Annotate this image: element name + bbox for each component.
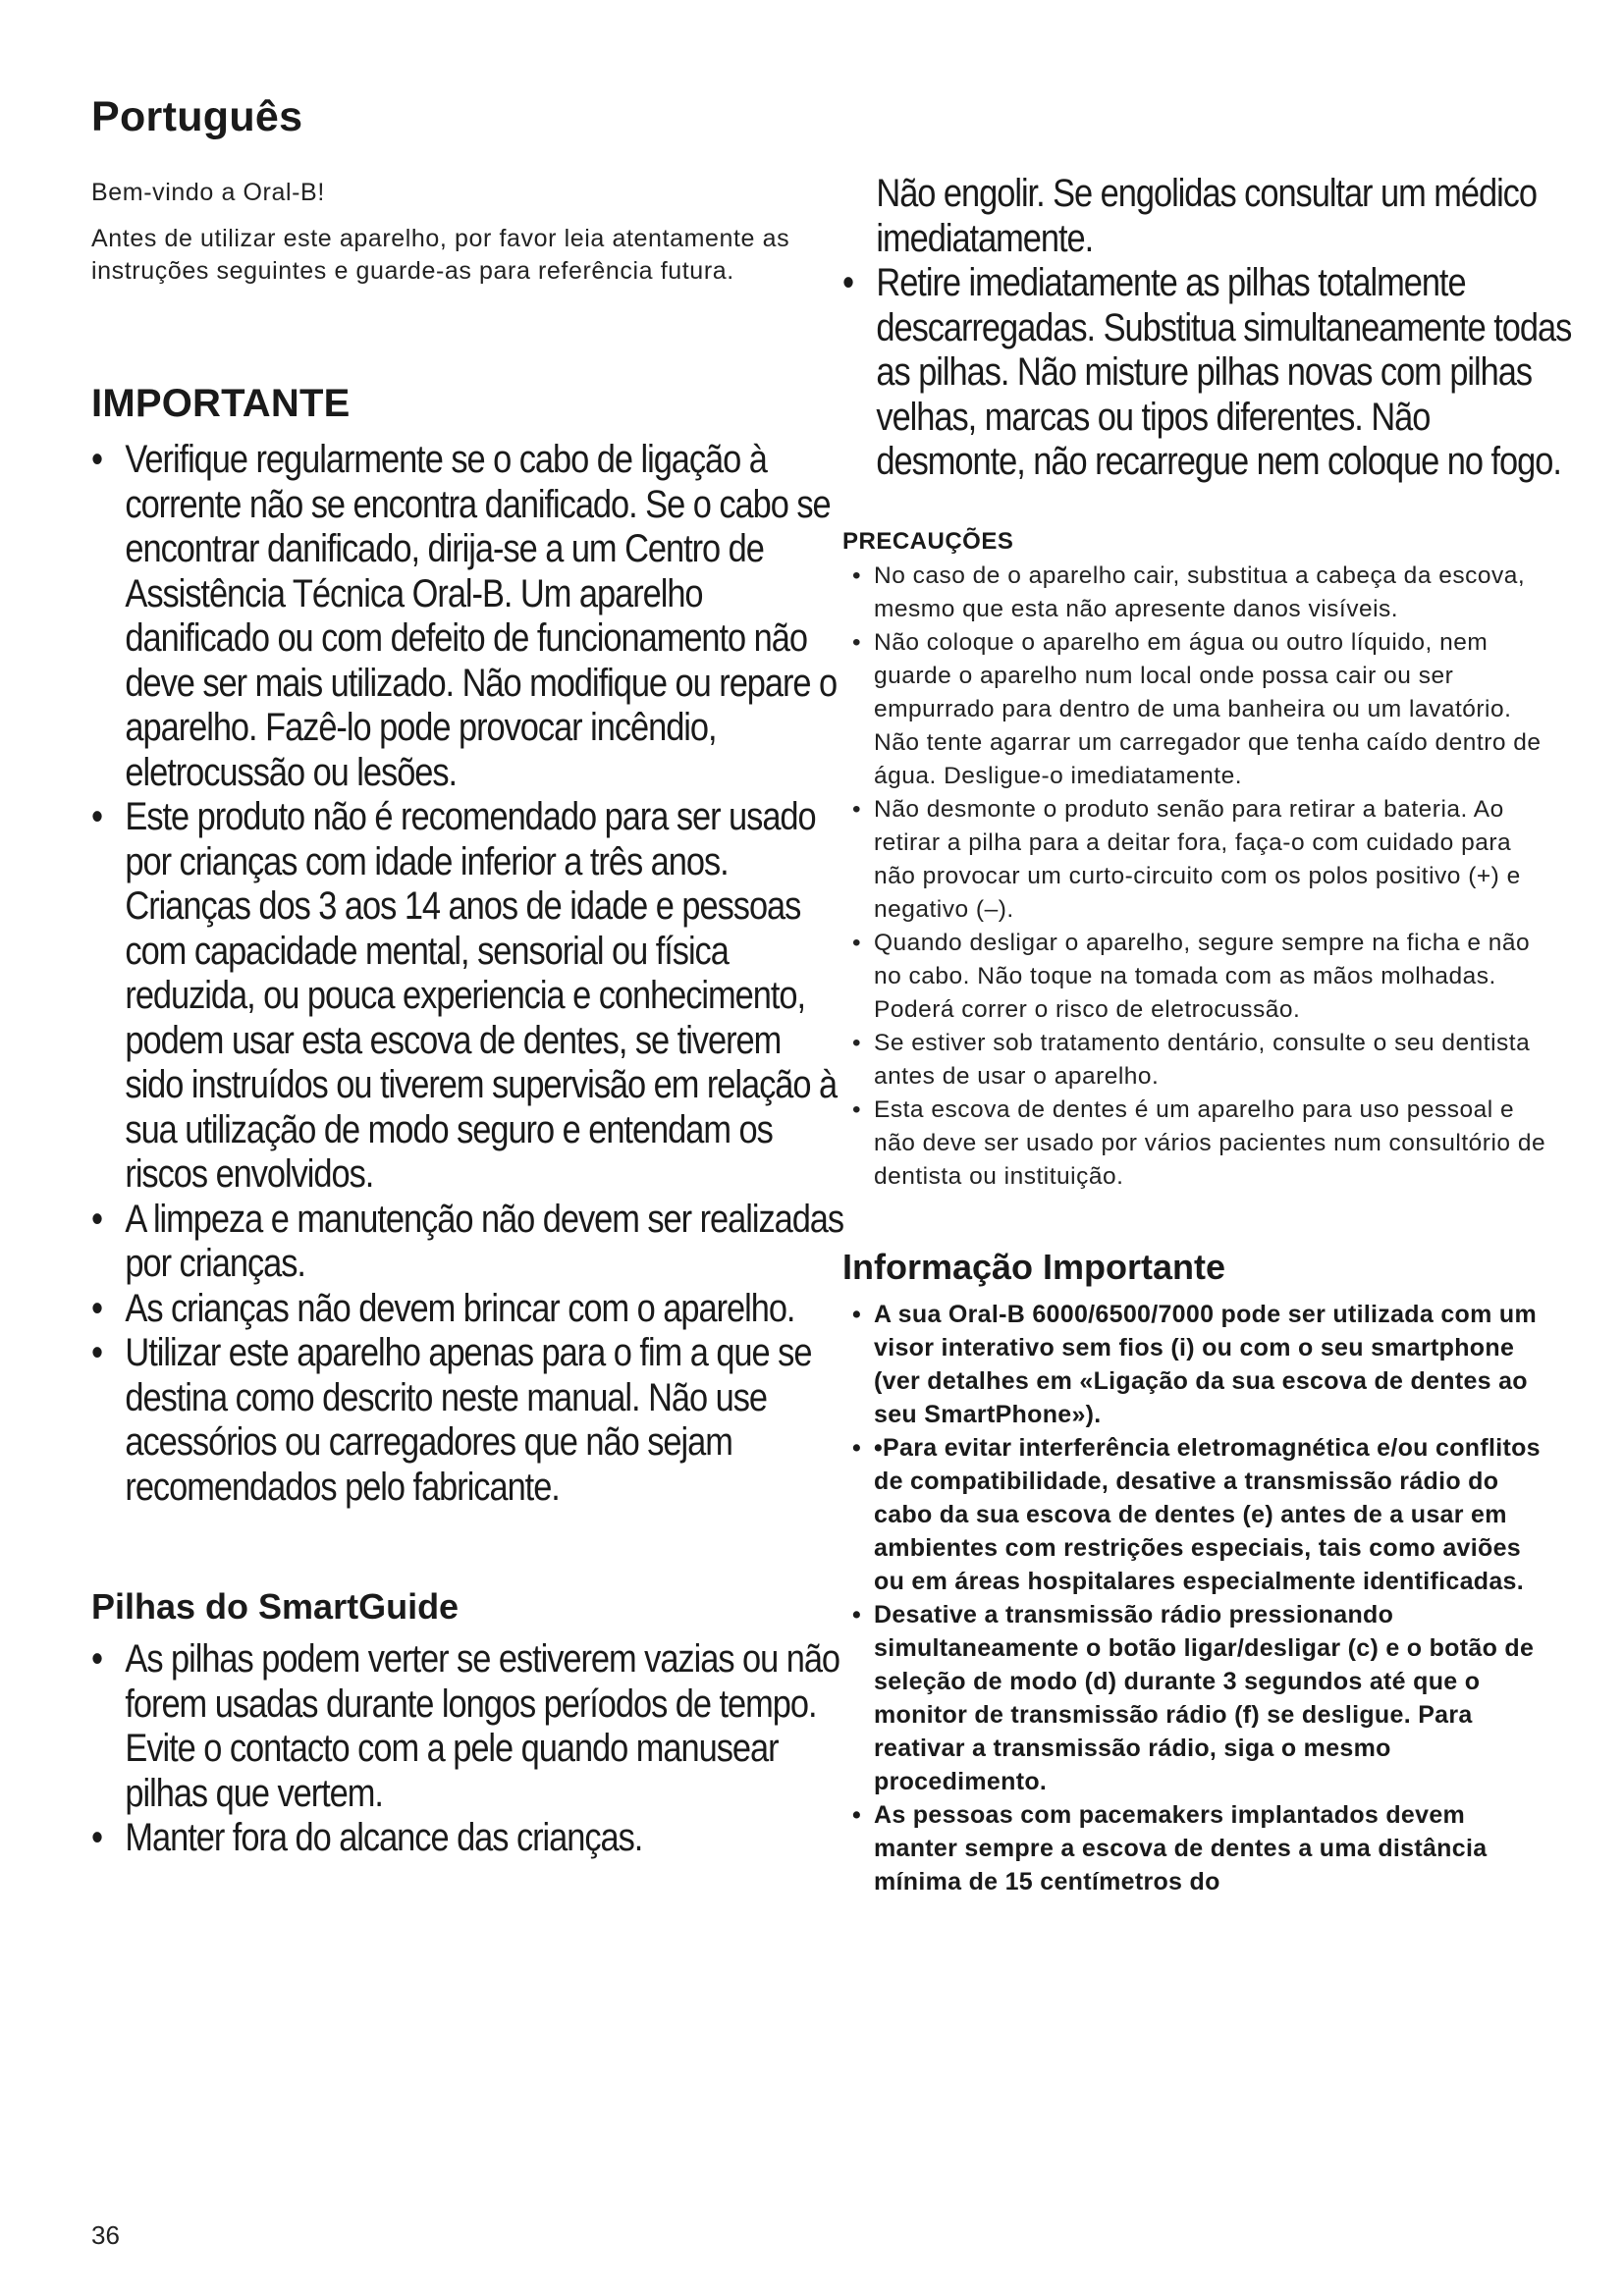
list-item: • Se estiver sob tratamento dentário, consulte o seu dentista antes de usar o aparelho. — [842, 1027, 1549, 1094]
bullet-icon: • — [852, 1095, 862, 1123]
list-item: • Manter fora do alcance das crianças. — [91, 1816, 643, 1859]
bullet-icon: • — [91, 1637, 103, 1681]
info-heading: Informação Importante — [842, 1246, 1226, 1287]
list-item: • Verifique regularmente se o cabo de ligação à corrente não se encontra danificado. Se o cabo se encontrar danificado, dirija-se a um Centro de Assistência Técnica Oral-B. Um aparelho danificado ou com defeito de funcionamento não deve ser mais utilizado. Não modifique ou repare o aparelho. Fazê-lo pode provocar incêndio, eletrocussão ou lesões. — [91, 438, 838, 794]
bullet-icon: • — [91, 438, 103, 481]
list-item: • No caso de o aparelho cair, substitua a cabeça da escova, mesmo que esta não apresente danos visíveis. — [842, 560, 1549, 626]
bullet-icon: • — [91, 1197, 103, 1241]
batteries-list — [91, 1637, 840, 1861]
info-list — [842, 1298, 1549, 1898]
bullet-icon: • — [842, 261, 854, 304]
list-item: • Utilizar este aparelho apenas para o fim a que se destina como descrito neste manual. Não use acessórios ou carregadores que não sejam recomendados pelo fabricante. — [91, 1331, 812, 1509]
list-item: • As pilhas podem verter se estiverem vazias ou não forem usadas durante longos períodos de tempo. Evite o contacto com a pele quando manusear pilhas que vertem. — [91, 1637, 840, 1815]
precautions-list — [842, 560, 1549, 1194]
bullet-icon: • — [852, 795, 862, 823]
bullet-icon: • — [91, 1331, 103, 1374]
bullet-icon: • — [852, 628, 862, 656]
list-item: • •Para evitar interferência eletromagnética e/ou conflitos de compatibilidade, desative a transmissão rádio do cabo da sua escova de dentes (e) antes de a usar em ambientes com restrições especiais, tais como aviões ou em áreas hospitalares especialmente identificadas. — [842, 1431, 1549, 1598]
bullet-icon: • — [91, 795, 103, 838]
important-heading: IMPORTANTE — [91, 382, 351, 425]
bullet-icon: • — [852, 561, 862, 589]
bullet-icon: • — [852, 1029, 862, 1056]
language-title: Português — [91, 93, 303, 140]
list-item: • Retire imediatamente as pilhas totalmente descarregadas. Substitua simultaneamente todas as pilhas. Não misture pilhas novas com pilhas velhas, marcas ou tipos diferentes. Não desmonte, não recarregue nem coloque no fogo. — [842, 261, 1572, 483]
list-item: • A sua Oral-B 6000/6500/7000 pode ser utilizada com um visor interativo sem fios (i) ou com o seu smartphone (ver detalhes em «Ligação da sua escova de dentes ao seu SmartPhone»). — [842, 1298, 1549, 1431]
bullet-icon: • — [91, 1286, 103, 1330]
welcome-text: Bem-vindo a Oral-B! — [91, 179, 325, 206]
list-item: • As crianças não devem brincar com o aparelho. — [91, 1286, 795, 1330]
bullet-icon: • — [852, 929, 862, 956]
info-section — [842, 1247, 1549, 1898]
batteries-continued-list — [842, 172, 1572, 485]
bullet-icon: • — [852, 1600, 862, 1629]
right-column — [842, 172, 1572, 1898]
list-item: • Desative a transmissão rádio pressionando simultaneamente o botão ligar/desligar (c) e o botão de seleção de modo (d) durante 3 segundos até que o monitor de transmissão rádio (f) se desligue. Para reativar a transmissão rádio, siga o mesmo procedimento. — [842, 1598, 1549, 1798]
list-item: • As pessoas com pacemakers implantados devem manter sempre a escova de dentes a uma distância mínima de 15 centímetros do — [842, 1798, 1549, 1898]
bullet-icon: • — [852, 1800, 862, 1829]
list-item: • Esta escova de dentes é um aparelho para uso pessoal e não deve ser usado por vários pacientes num consultório de dentista ou instituição. — [842, 1094, 1549, 1194]
page-number: 36 — [91, 2220, 120, 2250]
important-list — [91, 438, 844, 1510]
bullet-icon: • — [91, 1816, 103, 1859]
list-item: • Não coloque o aparelho em água ou outro líquido, nem guarde o aparelho num local onde possa cair ou ser empurrado para dentro de uma banheira ou um lavatório. Não tente agarrar um carregador que tenha caído dentro de água. Desligue-o imediatamente. — [842, 626, 1549, 793]
list-item: • Quando desligar o aparelho, segure sempre na ficha e não no cabo. Não toque na tomada com as mãos molhadas. Poderá correr o risco de eletrocussão. — [842, 927, 1549, 1027]
list-item: • Este produto não é recomendado para ser usado por crianças com idade inferior a três anos. Crianças dos 3 aos 14 anos de idade e pessoas com capacidade mental, sensorial ou física reduzida, ou pouca experiencia e conhecimento, podem usar esta escova de dentes, se tiverem sido instruídos ou tiverem supervisão em relação à sua utilização de modo seguro e entendam os riscos envolvidos. — [91, 795, 838, 1196]
precautions-heading: PRECAUÇÕES — [842, 527, 1014, 555]
list-item: • A limpeza e manutenção não devem ser realizadas por crianças. — [91, 1197, 844, 1285]
list-item: • Não desmonte o produto senão para retirar a bateria. Ao retirar a pilha para a deitar fora, faça-o com cuidado para não provocar um curto-circuito com os polos positivo (+) e negativo (–). — [842, 793, 1549, 927]
precautions-section — [842, 528, 1549, 1194]
batteries-heading: Pilhas do SmartGuide — [91, 1586, 460, 1627]
bullet-icon: • — [852, 1300, 862, 1328]
batteries-section — [91, 1586, 840, 1861]
intro-text: Antes de utilizar este aparelho, por favor leia atentamente as instruções seguintes e guarde-as para referência futura. — [91, 225, 790, 285]
left-column — [91, 93, 844, 1861]
bullet-icon: • — [852, 1433, 862, 1462]
list-item: Não engolir. Se engolidas consultar um médico imediatamente. — [876, 172, 1537, 260]
